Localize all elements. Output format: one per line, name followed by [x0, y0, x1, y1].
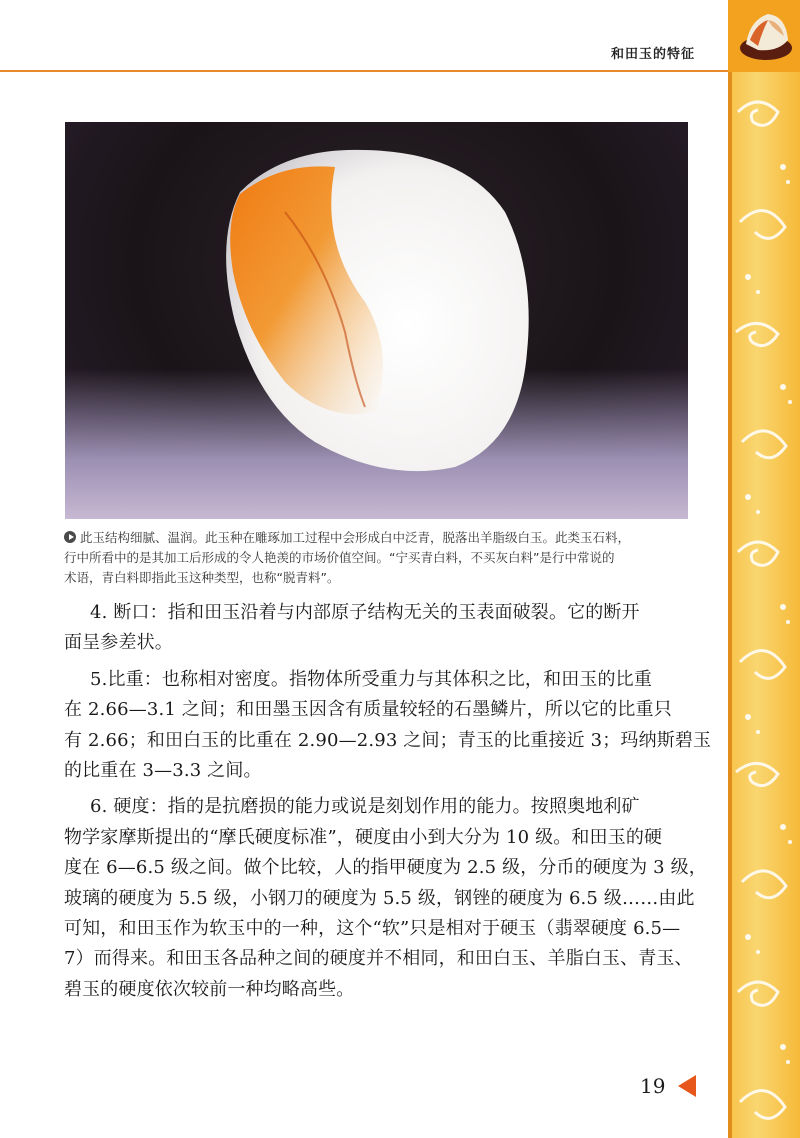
text-line: 物学家摩斯提出的“摩氏硬度标准”，硬度由小到大分为 10 级。和田玉的硬: [64, 826, 663, 848]
jade-stone-illustration: [65, 122, 688, 519]
text-line: 度在 6—6.5 级之间。做个比较，人的指甲硬度为 2.5 级，分币的硬度为 3 级，: [64, 857, 707, 879]
carving-thumbnail-icon: [728, 0, 800, 72]
text-line: 7）而得来。和田玉各品种之间的硬度并不相同，和田白玉、羊脂白玉、青玉、: [64, 948, 693, 970]
text-line: 玻璃的硬度为 5.5 级，小钢刀的硬度为 5.5 级，钢锉的硬度为 6.5 级……由此: [64, 887, 695, 909]
body-text: [64, 598, 712, 1005]
text-line: 6. 硬度：指的是抗磨损的能力或说是刻划作用的能力。按照奥地利矿: [90, 796, 640, 818]
text-line: 在 2.66—3.1 之间；和田墨玉因含有质量较轻的石墨鳞片，所以它的比重只: [64, 699, 672, 721]
caption-line: 行中所看中的是其加工后形成的令人艳羡的市场价值空间。“宁买青白料，不买灰白料”是行中常说的: [64, 550, 615, 565]
page-arrow-icon: [678, 1075, 696, 1097]
paragraph-specific-gravity: [64, 665, 712, 787]
text-line: 可知，和田玉作为软玉中的一种，这个“软”只是相对于硬玉（翡翠硬度 6.5—: [64, 918, 681, 940]
corner-emblem: [728, 0, 800, 72]
header-rule: [0, 70, 728, 72]
caption-line: 术语，青白料即指此玉这种类型，也称“脱青料”。: [64, 570, 340, 585]
text-line: 的比重在 3—3.3 之间。: [64, 760, 262, 782]
photo-caption: [64, 528, 704, 588]
paragraph-hardness: [64, 792, 707, 1005]
play-bullet-icon: [64, 531, 76, 543]
text-line: 碧玉的硬度依次较前一种均略高些。: [64, 978, 355, 1000]
page-number: 19: [640, 1074, 666, 1098]
jade-pebble-photo: [65, 122, 688, 519]
text-line: 5.比重：也称相对密度。指物体所受重力与其体积之比，和田玉的比重: [90, 668, 652, 690]
caption-line: [64, 528, 704, 548]
text-line: 有 2.66；和田白玉的比重在 2.90—2.93 之间；青玉的比重接近 3；玛纳斯碧玉: [64, 729, 712, 751]
text-line: 4. 断口：指和田玉沿着与内部原子结构无关的玉表面破裂。它的断开: [90, 602, 640, 623]
cloud-scroll-pattern: [728, 72, 800, 1138]
running-header: 和田玉的特征: [610, 47, 695, 62]
paragraph-fracture: [64, 598, 704, 659]
decorative-side-border: [728, 72, 800, 1138]
caption-text: 此玉结构细腻、温润。此玉种在雕琢加工过程中会形成白中泛青，脱落出羊脂级白玉。此类玉石料，: [80, 530, 631, 545]
text-line: 面呈参差状。: [64, 632, 173, 654]
